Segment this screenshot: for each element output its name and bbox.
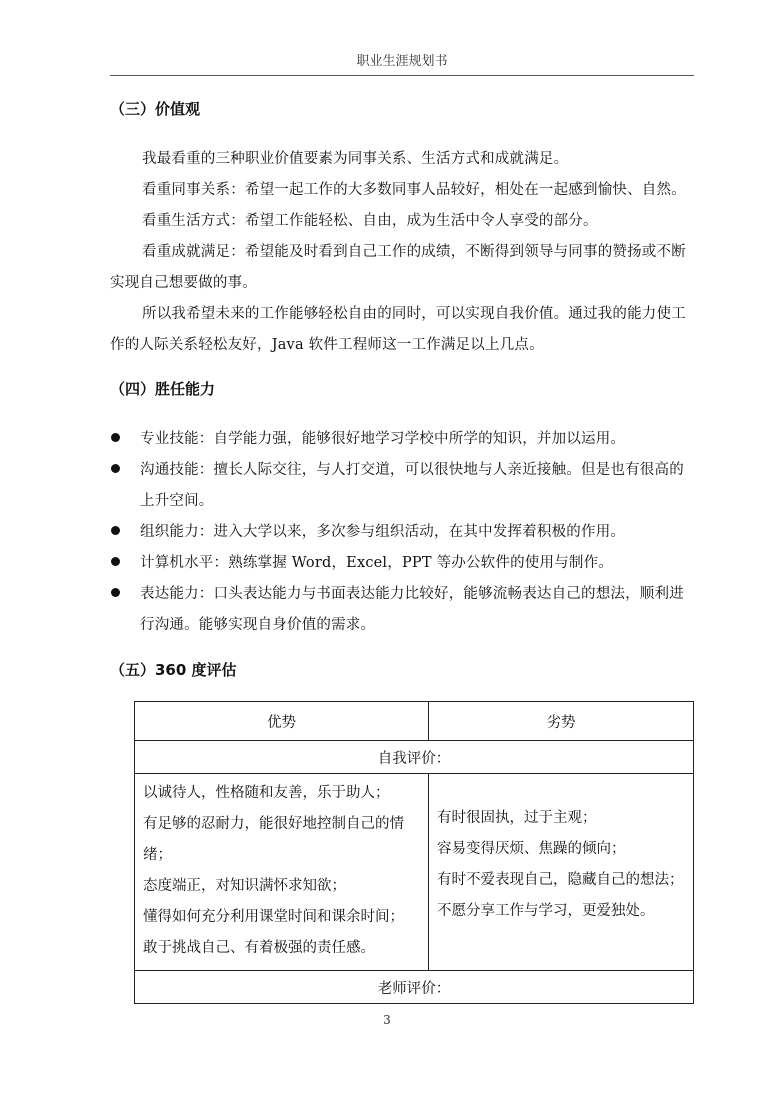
strength-item: 以诚待人，性格随和友善，乐于助人； bbox=[143, 785, 390, 801]
bullet-icon bbox=[111, 588, 120, 597]
paragraph-continuation: 实现自己想要做的事。 bbox=[110, 275, 257, 291]
paragraph: 我最看重的三种职业价值要素为同事关系、生活方式和成就满足。 bbox=[142, 151, 569, 167]
section-heading-competence: （四）胜任能力 bbox=[110, 380, 216, 398]
column-header-weaknesses: 劣势 bbox=[429, 702, 694, 741]
paragraph-continuation: 作的人际关系轻松友好，Java 软件工程师这一工作满足以上几点。 bbox=[110, 337, 544, 353]
paragraph: 看重生活方式：希望工作能轻松、自由，成为生活中令人享受的部分。 bbox=[142, 213, 598, 229]
strength-item: 敢于挑战自己、有着极强的责任感。 bbox=[143, 940, 375, 956]
weakness-item: 容易变得厌烦、焦躁的倾向； bbox=[437, 841, 626, 857]
paragraph: 看重同事关系：希望一起工作的大多数同事人品较好，相处在一起感到愉快、自然。 bbox=[142, 182, 686, 198]
teacher-evaluation-row: 老师评价： bbox=[135, 971, 694, 1004]
paragraph: 看重成就满足：希望能及时看到自己工作的成绩，不断得到领导与同事的赞扬或不断 bbox=[142, 244, 686, 260]
paragraph: 所以我希望未来的工作能够轻松自由的同时，可以实现自我价值。通过我的能力使工 bbox=[142, 306, 686, 322]
page-number: 3 bbox=[383, 1013, 391, 1027]
bullet-icon bbox=[111, 526, 120, 535]
strength-item: 态度端正，对知识满怀求知欲； bbox=[143, 878, 346, 894]
section-heading-evaluation: （五）360 度评估 bbox=[110, 661, 237, 679]
bullet-icon bbox=[111, 557, 120, 566]
bullet-text: 组织能力：进入大学以来，多次参与组织活动，在其中发挥着积极的作用。 bbox=[140, 524, 626, 540]
bullet-text-continuation: 上升空间。 bbox=[140, 493, 214, 509]
bullet-text-continuation: 行沟通。能够实现自身价值的需求。 bbox=[140, 617, 376, 633]
running-header: 职业生涯规划书 bbox=[356, 54, 448, 69]
column-header-strengths: 优势 bbox=[135, 702, 429, 741]
bullet-icon bbox=[111, 433, 120, 442]
bullet-text: 计算机水平：熟练掌握 Word，Excel，PPT 等办公软件的使用与制作。 bbox=[140, 555, 613, 571]
weaknesses-cell bbox=[429, 774, 694, 971]
weakness-item: 有时不爱表现自己，隐藏自己的想法； bbox=[437, 872, 684, 888]
evaluation-table bbox=[134, 701, 694, 1004]
bullet-text: 沟通技能：擅长人际交往，与人打交道，可以很快地与人亲近接触。但是也有很高的 bbox=[140, 462, 684, 478]
strengths-cell bbox=[135, 774, 429, 971]
bullet-icon bbox=[111, 464, 120, 473]
strength-item: 有足够的忍耐力，能很好地控制自己的情 bbox=[143, 816, 404, 832]
header-rule bbox=[110, 75, 694, 76]
weakness-item: 不愿分享工作与学习，更爱独处。 bbox=[437, 903, 655, 919]
strength-item: 绪； bbox=[143, 847, 172, 863]
strength-item: 懂得如何充分利用课堂时间和课余时间； bbox=[143, 909, 404, 925]
bullet-text: 专业技能：自学能力强，能够很好地学习学校中所学的知识，并加以运用。 bbox=[140, 431, 626, 447]
self-evaluation-row: 自我评价： bbox=[135, 741, 694, 774]
weakness-item: 有时很固执，过于主观； bbox=[437, 810, 597, 826]
bullet-text: 表达能力：口头表达能力与书面表达能力比较好，能够流畅表达自己的想法，顺利进 bbox=[140, 586, 684, 602]
section-heading-values: （三）价值观 bbox=[110, 100, 201, 118]
